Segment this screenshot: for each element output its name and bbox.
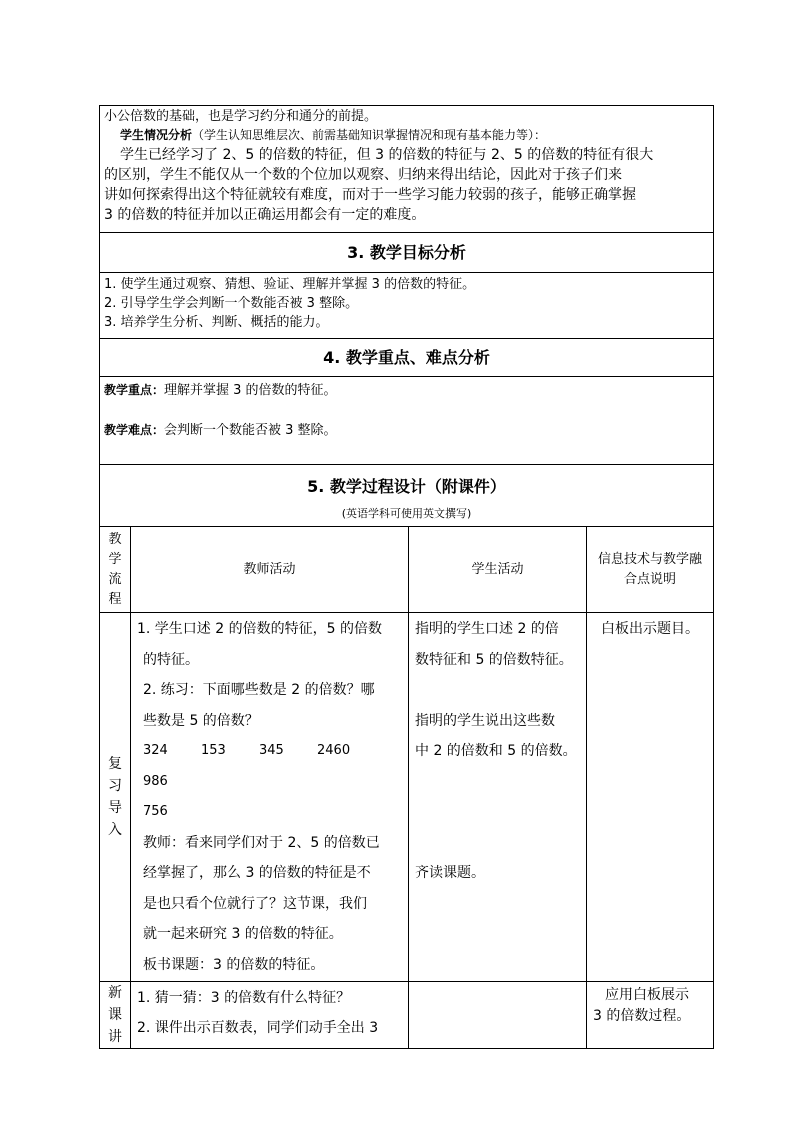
- key-points-cell: [100, 377, 714, 465]
- student-line: 中 2 的倍数和 5 的倍数。: [415, 743, 577, 759]
- teacher-line: 2. 练习：下面哪些数是 2 的倍数？哪: [143, 682, 375, 698]
- teacher-line: 1. 猜一猜：3 的倍数有什么特征？: [137, 990, 351, 1006]
- teacher-line: 经掌握了，那么 3 的倍数的特征是不: [143, 865, 371, 881]
- goal-item: 2. 引导学生学会判断一个数能否被 3 整除。: [104, 296, 359, 311]
- number-item: 345: [259, 743, 284, 758]
- header-flow: 教 学 流 程: [100, 527, 131, 613]
- teacher-line: 2. 课件出示百数表，同学们动手全出 3: [137, 1020, 379, 1036]
- teacher-line: 1. 学生口述 2 的倍数的特征，5 的倍数: [137, 621, 382, 637]
- difficulty-line: [100, 421, 713, 440]
- section5-title-cell: [100, 465, 714, 527]
- student-line: 指明的学生口述 2 的倍: [415, 621, 559, 637]
- newlesson-teacher-activity: [131, 982, 409, 1049]
- teacher-line: 的特征。: [143, 651, 199, 668]
- lesson-plan-table: [99, 105, 714, 1049]
- student-analysis-cell: [100, 106, 714, 233]
- review-tech-note: 白板出示题目。: [587, 613, 714, 982]
- key-point-line: [100, 381, 713, 400]
- review-label: 复 习 导 入: [100, 613, 131, 982]
- section5-subtitle: (英语学科可使用英文撰写): [341, 506, 472, 520]
- number-item: 324: [143, 743, 168, 758]
- analysis-line: 的区别，学生不能仅从一个数的个位加以观察、归纳来得出结论，因此对于孩子们来: [104, 167, 622, 183]
- number-item: 756: [143, 804, 168, 819]
- student-analysis-heading: [100, 126, 713, 145]
- section5-title: 5. 教学过程设计（附课件）: [307, 476, 506, 496]
- section4-title: 4. 教学重点、难点分析: [100, 339, 714, 377]
- review-teacher-activity: [131, 613, 409, 982]
- newlesson-tech-note: 应用白板展示 3 的倍数过程。: [587, 982, 714, 1049]
- number-list: [137, 736, 402, 797]
- document-page: [99, 105, 713, 1049]
- goals-cell: [100, 273, 714, 339]
- student-line: 指明的学生说出这些数: [415, 712, 555, 729]
- analysis-line: 讲如何探索得出这个特征就较有难度，而对于一些学习能力较弱的孩子，能够正确掌握: [104, 187, 636, 203]
- teacher-line: 是也只看个位就行了？这节课，我们: [143, 895, 367, 912]
- newlesson-student-activity: [409, 982, 587, 1049]
- teacher-line: 板书课题：3 的倍数的特征。: [143, 956, 325, 973]
- student-analysis-label: 学生情况分析: [120, 128, 193, 142]
- difficulty-text: 会判断一个数能否被 3 整除。: [164, 423, 337, 438]
- review-student-activity: [409, 613, 587, 982]
- student-line: 数特征和 5 的倍数特征。: [415, 651, 573, 668]
- difficulty-label: 教学难点：: [104, 423, 165, 437]
- analysis-line: 3 的倍数的特征并加以正确运用都会有一定的难度。: [104, 207, 426, 223]
- header-tech: 信息技术与教学融 合点说明: [587, 527, 714, 613]
- key-point-label: 教学重点：: [104, 383, 165, 397]
- teacher-line: 些数是 5 的倍数？: [143, 712, 259, 729]
- continuation-line: 小公倍数的基础，也是学习约分和通分的前提。: [104, 109, 378, 124]
- goal-item: 3. 培养学生分析、判断、概括的能力。: [104, 315, 329, 330]
- teacher-line: 教师：看来同学们对于 2、5 的倍数已: [143, 834, 380, 851]
- section3-title: 3. 教学目标分析: [100, 233, 714, 273]
- newlesson-label: 新 课 讲: [100, 982, 131, 1049]
- student-line: 齐读课题。: [415, 865, 485, 881]
- analysis-line: 学生已经学习了 2、5 的倍数的特征，但 3 的倍数的特征与 2、5 的倍数的特征有很大: [120, 147, 654, 163]
- goal-item: 1. 使学生通过观察、猜想、验证、理解并掌握 3 的倍数的特征。: [104, 277, 476, 292]
- key-point-text: 理解并掌握 3 的倍数的特征。: [164, 383, 337, 398]
- number-item: 986: [143, 773, 168, 789]
- number-item: 153: [201, 743, 226, 758]
- header-teacher: 教师活动: [131, 527, 409, 613]
- student-analysis-note: （学生认知思维层次、前需基础知识掌握情况和现有基本能力等）：: [192, 128, 547, 142]
- teacher-line: 就一起来研究 3 的倍数的特征。: [143, 926, 343, 942]
- number-item: 2460: [317, 743, 351, 758]
- header-student: 学生活动: [409, 527, 587, 613]
